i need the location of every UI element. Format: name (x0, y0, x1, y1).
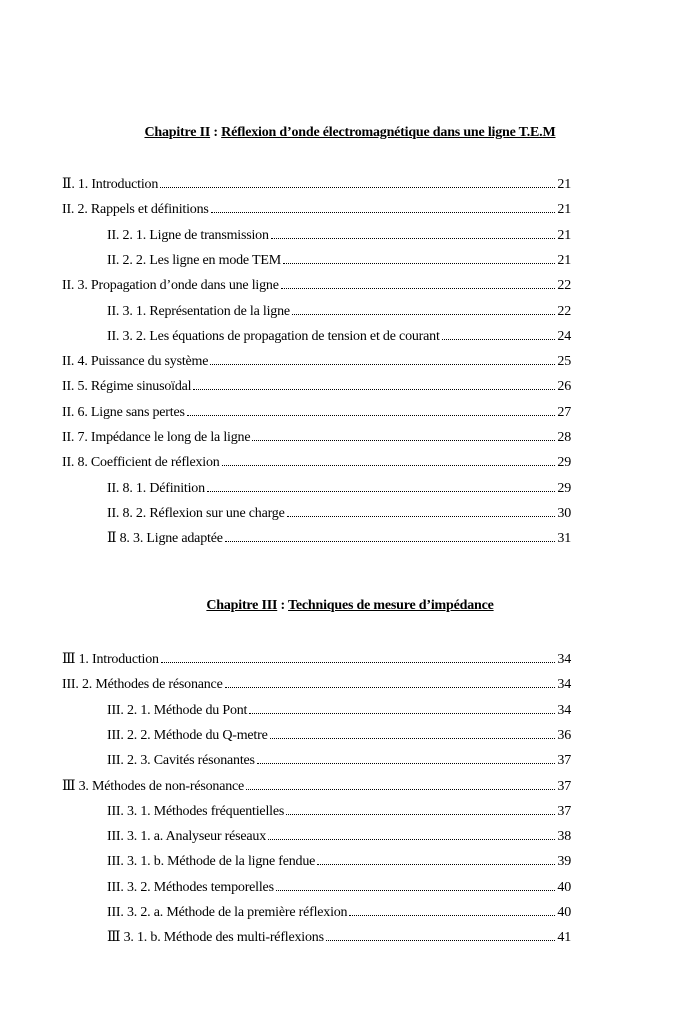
toc-entry-page: 21 (557, 252, 571, 268)
toc-entry (107, 326, 571, 344)
toc-entry-page: 41 (557, 930, 571, 946)
toc-leader-dots (187, 402, 556, 416)
toc-entry (62, 427, 571, 445)
toc-leader-dots (287, 503, 556, 517)
toc-entry-page: 21 (557, 177, 571, 192)
toc-leader-dots (246, 776, 555, 790)
toc-entry-page: 24 (557, 328, 571, 344)
toc-entry (107, 700, 571, 718)
toc-entry (62, 376, 571, 394)
chapter-2-heading: Réflexion d’onde électromagnétique dans une ligne T.E.M (221, 125, 556, 140)
toc-entry-title: II. 8. Coefficient de réflexion (62, 455, 220, 471)
toc-entry-page: 29 (557, 455, 571, 471)
toc-entry-page: 37 (557, 803, 571, 819)
toc-entry-title: III. 2. 1. Méthode du Pont (107, 702, 248, 718)
toc-entry-title: III. 2. 3. Cavités résonantes (107, 753, 255, 769)
toc-entry-title: III. 3. 2. Méthodes temporelles (107, 879, 274, 895)
toc-entry-title: II. 6. Ligne sans pertes (62, 404, 185, 420)
toc-leader-dots (161, 649, 556, 663)
toc-leader-dots (252, 427, 555, 441)
chapter-3-prefix: Chapitre III (206, 598, 278, 613)
toc-entry-title: II. 3. 2. Les équations de propagation de tension et de courant (107, 328, 440, 344)
toc-entry-page: 29 (557, 480, 571, 496)
toc-entry (62, 674, 571, 692)
toc-entry-page: 31 (557, 531, 571, 547)
toc-leader-dots (257, 750, 556, 764)
toc-entry (107, 301, 571, 319)
toc-entry-title: II. 3. 1. Représentation de la ligne (107, 303, 290, 319)
toc-leader-dots (210, 351, 555, 365)
toc-leader-dots (222, 452, 556, 466)
toc-leader-dots (207, 478, 556, 492)
toc-entry-page: 25 (557, 354, 571, 370)
toc-entry-title: II. 2. 2. Les ligne en mode TEM (107, 252, 281, 268)
chapter-3-title (0, 598, 700, 614)
toc-entry-page: 28 (557, 430, 571, 445)
toc-entry-page: 26 (557, 379, 571, 395)
toc-leader-dots (276, 877, 556, 891)
toc-entry (107, 927, 571, 945)
toc-entry-title: II. 4. Puissance du système (62, 354, 209, 370)
toc-entry-page: 34 (557, 702, 571, 718)
toc-entry-title: Ⅱ 8. 3. Ligne adaptée (107, 531, 223, 547)
chapter-2-prefix: Chapitre II (144, 125, 211, 140)
toc-leader-dots (326, 927, 556, 941)
toc-entry (62, 776, 571, 794)
toc-entry-title: Ⅲ 3. 1. b. Méthode des multi-réflexions (107, 930, 324, 946)
toc-leader-dots (193, 376, 555, 390)
toc-entry-title: II. 2. Rappels et définitions (62, 202, 209, 218)
toc-entry-page: 34 (557, 652, 571, 667)
toc-leader-dots (271, 225, 556, 239)
toc-entry-page: 22 (557, 303, 571, 319)
toc-entry (107, 826, 571, 844)
toc-entry (62, 402, 571, 420)
toc-entry-title: II. 8. 2. Réflexion sur une charge (107, 505, 285, 521)
toc-leader-dots (442, 326, 556, 340)
toc-entry (62, 351, 571, 369)
toc-entry-page: 40 (557, 905, 571, 920)
toc-entry (107, 503, 571, 521)
toc-entry-page: 22 (557, 278, 571, 294)
toc-leader-dots (292, 301, 555, 315)
toc-entry (107, 902, 571, 920)
toc-entry (62, 199, 571, 217)
toc-entry-title: Ⅲ 3. Méthodes de non-résonance (62, 778, 245, 794)
toc-entry-page: 40 (557, 879, 571, 895)
toc-entry (62, 275, 571, 293)
chapter-2-title (0, 125, 700, 141)
toc-entry (62, 452, 571, 470)
toc-entry (107, 528, 571, 546)
toc-entry (107, 801, 571, 819)
toc-entry-page: 38 (557, 829, 571, 845)
chapter-3-separator: : (277, 598, 289, 613)
chapter-3-heading: Techniques de mesure d’impédance (288, 598, 494, 613)
toc-entry (107, 225, 571, 243)
toc-entry-title: Ⅲ 1. Introduction (62, 652, 159, 667)
toc-entry-title: II. 3. Propagation d’onde dans une ligne (62, 278, 279, 294)
chapter-2-separator: : (210, 125, 222, 140)
toc-entry-title: Ⅱ. 1. Introduction (62, 177, 159, 192)
toc-leader-dots (317, 851, 555, 865)
toc-entry-title: II. 2. 1. Ligne de transmission (107, 227, 269, 243)
toc-entry-title: III. 3. 1. Méthodes fréquentielles (107, 803, 285, 819)
toc-entry-page: 36 (557, 727, 571, 743)
toc-entry-page: 30 (557, 505, 571, 521)
toc-entry-page: 37 (557, 753, 571, 769)
toc-entry-title: III. 3. 1. a. Analyseur réseaux (107, 829, 267, 845)
toc-leader-dots (225, 674, 556, 688)
toc-entry-title: II. 5. Régime sinusoïdal (62, 379, 192, 395)
toc-leader-dots (268, 826, 555, 840)
toc-entry-page: 27 (557, 404, 571, 420)
toc-entry (107, 750, 571, 768)
toc-entry-page: 37 (557, 778, 571, 794)
toc-entry-title: II. 8. 1. Définition (107, 480, 205, 496)
toc-leader-dots (211, 199, 556, 213)
toc-entry-title: III. 2. Méthodes de résonance (62, 677, 223, 693)
toc-entry-title: III. 3. 1. b. Méthode de la ligne fendue (107, 854, 316, 870)
toc-entry-page: 39 (557, 854, 571, 870)
toc-entry-title: III. 2. 2. Méthode du Q-metre (107, 727, 268, 743)
toc-entry-title: II. 7. Impédance le long de la ligne (62, 430, 251, 445)
toc-entry-title: III. 3. 2. a. Méthode de la première réflexion (107, 905, 348, 920)
toc-leader-dots (249, 700, 555, 714)
toc-leader-dots (225, 528, 556, 542)
toc-entry-page: 21 (557, 227, 571, 243)
toc-leader-dots (270, 725, 556, 739)
toc-entry-page: 21 (557, 202, 571, 218)
toc-leader-dots (286, 801, 555, 815)
toc-entry (107, 851, 571, 869)
toc-entry-page: 34 (557, 677, 571, 693)
toc-leader-dots (349, 902, 555, 916)
toc-entry (107, 725, 571, 743)
toc-entry (107, 250, 571, 268)
toc-entry (62, 174, 571, 192)
toc-entry (107, 478, 571, 496)
toc-leader-dots (160, 174, 555, 188)
toc-leader-dots (283, 250, 555, 264)
toc-leader-dots (281, 275, 556, 289)
toc-entry (107, 877, 571, 895)
toc-entry (62, 649, 571, 667)
